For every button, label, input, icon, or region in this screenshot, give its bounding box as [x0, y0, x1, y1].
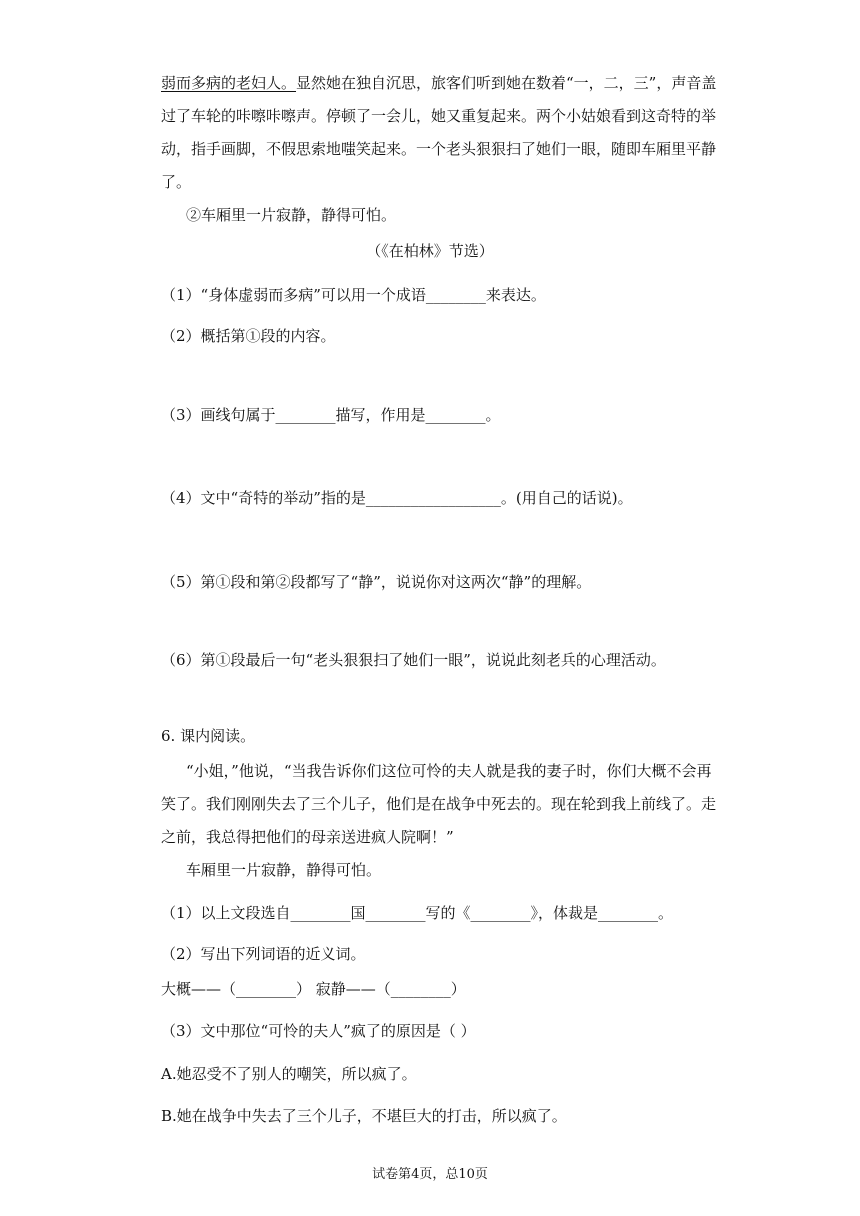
reading-line-1: “小姐，”他说，“当我告诉你们这位可怜的夫人就是我的妻子时，你们大概不会再: [186, 762, 712, 780]
section-6-heading: 6. 课内阅读。: [161, 727, 256, 745]
passage-line-4: 了。: [161, 173, 192, 191]
passage-source: （《在柏林》节选）: [366, 242, 494, 260]
section-6-question-2: （2）写出下列词语的近义词。: [161, 945, 366, 963]
section-6-question-3: （3）文中那位“可怜的夫人”疯了的原因是（ ）: [161, 1022, 476, 1040]
question-5: （5）第①段和第②段都写了“静”，说说你对这两次“静”的理解。: [161, 573, 592, 591]
passage-line-1: 弱而多病的老妇人。显然她在独自沉思，旅客们听到她在数着“一，二，三”，声音盖: [161, 74, 717, 92]
option-b: B.她在战争中失去了三个儿子，不堪巨大的打击，所以疯了。: [161, 1107, 567, 1125]
passage-line-2: 过了车轮的咔嚓咔嚓声。停顿了一会儿，她又重复起来。两个小姑娘看到这奇特的举: [161, 107, 717, 125]
underlined-sentence: 弱而多病的老妇人。: [161, 74, 297, 92]
reading-line-2: 笑了。我们刚刚失去了三个儿子，他们是在战争中死去的。现在轮到我上前线了。走: [161, 795, 717, 813]
passage-line-3: 动，指手画脚，不假思索地嗤笑起来。一个老头狠狠扫了她们一眼，随即车厢里平静: [161, 140, 717, 158]
question-3: （3）画线句属于________描写，作用是________。: [161, 406, 501, 424]
section-6-question-1: （1）以上文段选自________国________写的《________》，体裁是________。: [161, 904, 674, 922]
question-6: （6）第①段最后一句“老头狠狠扫了她们一眼”，说说此刻老兵的心理活动。: [161, 651, 666, 669]
synonym-blanks: 大概——（________） 寂静——（________）: [161, 980, 466, 998]
option-a: A.她忍受不了别人的嘲笑，所以疯了。: [161, 1065, 417, 1083]
reading-line-4: 车厢里一片寂静，静得可怕。: [186, 861, 382, 879]
reading-line-3: 之前，我总得把他们的母亲送进疯人院啊！”: [161, 828, 454, 846]
question-4: （4）文中“奇特的举动”指的是__________________。(用自己的话说)。: [161, 489, 633, 507]
passage-paragraph-2: ②车厢里一片寂静，静得可怕。: [186, 206, 397, 224]
page-footer: 试卷第4页，总10页: [372, 1167, 488, 1182]
question-2: （2）概括第①段的内容。: [161, 327, 336, 345]
question-1: （1）“身体虚弱而多病”可以用一个成语________来表达。: [161, 286, 546, 304]
